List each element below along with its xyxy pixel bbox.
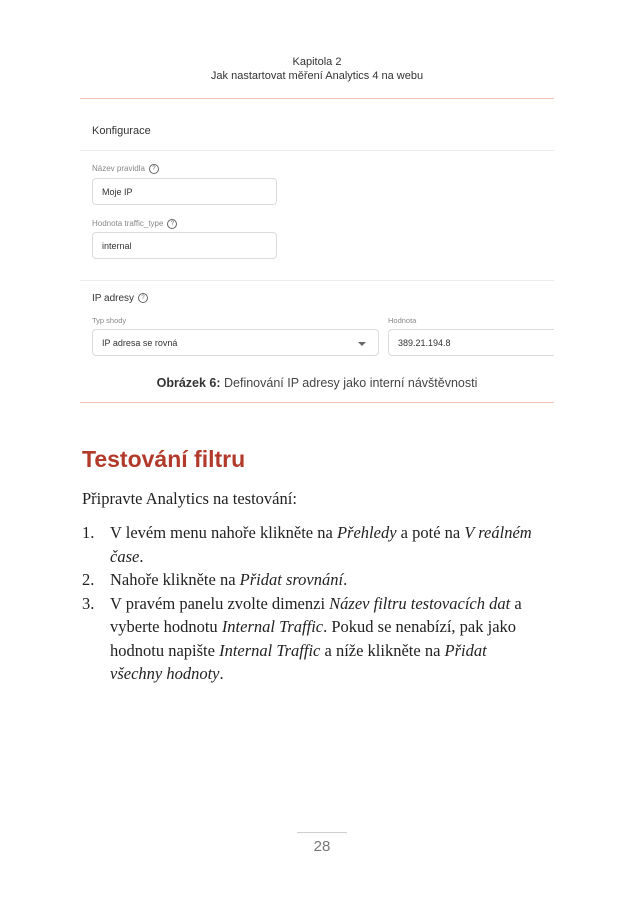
list-text: a poté na [396, 523, 465, 542]
steps-list [80, 521, 540, 686]
list-text: . [219, 664, 224, 683]
emphasis-text: Přidat všechny hodnoty [110, 640, 487, 683]
section-heading: Testování filtru [82, 446, 246, 472]
emphasis-text: V reálném čase [110, 523, 532, 566]
list-text: V levém menu nahoře klikněte na [110, 523, 337, 542]
chapter-title: Jak nastartovat měření Analytics 4 na webu [210, 70, 424, 82]
emphasis-text: Přidat srovnání [239, 570, 344, 589]
list-text: Nahoře klikněte na [110, 570, 240, 589]
traffic-type-label: Hodnota traffic_type ? [92, 219, 177, 229]
list-text: . [139, 546, 144, 566]
list-number: 3. [82, 593, 95, 613]
rule-name-field[interactable]: Moje IP [92, 178, 277, 205]
list-item [80, 592, 540, 686]
match-type-label: Typ shody [92, 316, 127, 325]
list-text: V pravém panelu zvolte dimenzi [110, 593, 330, 613]
ip-section-title: IP adresy ? [92, 293, 148, 304]
config-divider [80, 150, 554, 151]
figure-screenshot [80, 99, 554, 361]
list-text: a níže klikněte na [320, 640, 445, 660]
emphasis-text: Internal Traffic [219, 640, 321, 660]
traffic-type-field[interactable]: internal [92, 232, 277, 259]
caption-divider [80, 402, 554, 403]
ip-value-field[interactable]: 389.21.194.8 [388, 329, 554, 356]
caption-label: Obrázek 6: [156, 376, 221, 390]
chapter-label: Kapitola 2 [292, 56, 342, 68]
list-number: 2. [82, 570, 95, 589]
question-circle-icon: ? [167, 219, 177, 229]
emphasis-text: Internal Traffic [221, 617, 324, 636]
config-title: Konfigurace [92, 125, 151, 137]
page-number: 28 [313, 838, 331, 855]
question-circle-icon: ? [149, 164, 159, 174]
list-number: 1. [82, 523, 95, 542]
list-text: . Pokud se nenabízí, pak jako hodnotu napište [110, 617, 517, 660]
emphasis-text: Přehledy [336, 523, 397, 542]
footer-divider [297, 832, 347, 833]
ip-section-divider [80, 280, 554, 281]
list-item [80, 521, 540, 568]
value-label: Hodnota [388, 316, 417, 325]
list-item [80, 568, 540, 592]
figure-caption [80, 376, 554, 390]
caret-down-icon [358, 342, 366, 346]
section-intro: Připravte Analytics na testování: [82, 489, 297, 508]
match-type-select[interactable]: IP adresa se rovná [92, 329, 379, 356]
caption-text: Definování IP adresy jako interní návštěvnosti [220, 376, 478, 390]
running-header [80, 55, 554, 83]
question-circle-icon: ? [138, 293, 148, 303]
list-text: a vyberte hodnotu [110, 593, 522, 636]
emphasis-text: Název filtru testovacích dat [329, 593, 511, 613]
list-text: . [343, 570, 348, 589]
rule-name-label: Název pravidla ? [92, 164, 159, 174]
